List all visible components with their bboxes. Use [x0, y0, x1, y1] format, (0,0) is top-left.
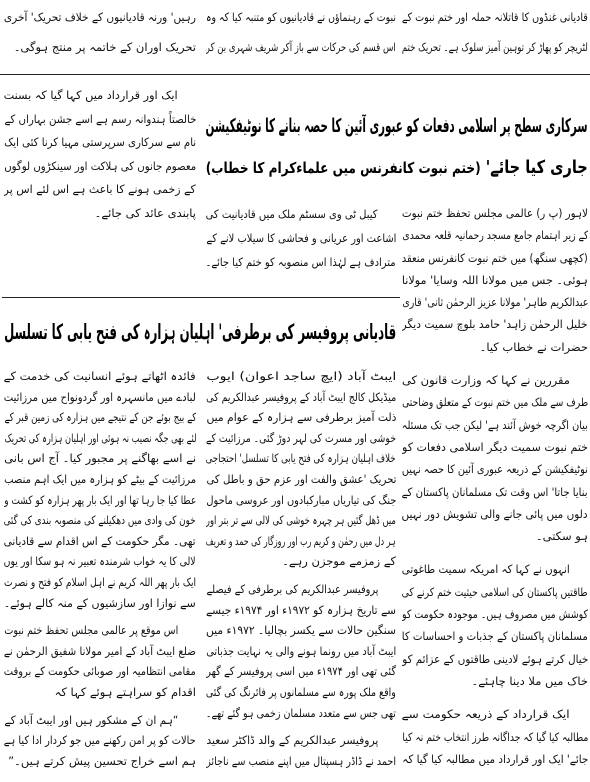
- text-line-content: جنگ کی تیاریاں مبارکبادوں اور عروسی ماحول: [206, 492, 396, 507]
- text-line-content: مسلمانان پاکستان کے جذبات و احساسات کا: [402, 629, 588, 644]
- text-line: [4, 84, 196, 108]
- story2-column-left: [4, 366, 196, 771]
- text-line: [4, 2, 196, 32]
- text-line: [4, 428, 196, 449]
- text-line-content: ضلع ایبٹ آباد کے امیر مولانا شفیق الرحمٰن نے: [4, 643, 196, 658]
- text-line-content: خلاف اہلیان ہزارہ کی فتح یابی کا تسلسل' احتجاجی: [206, 451, 396, 466]
- text-line-content: ہر دل میں رحمٰن و کریم رب اور روزگار کی حمد و تعریف: [206, 533, 396, 548]
- story1-column-middle: [206, 202, 396, 274]
- text-line: [4, 202, 196, 226]
- text-line: [402, 32, 588, 62]
- text-line-content: میڈیکل کالج ایبٹ آباد کے پروفیسر عبدالکریم کی: [206, 389, 396, 404]
- text-line: [206, 600, 396, 621]
- text-line: [402, 224, 588, 246]
- headline-text: قادیانی پروفیسر کی برطرفی' اہلیان ہزارہ کی فتح یابی کا تسلسل: [4, 320, 396, 344]
- text-line: [4, 155, 196, 179]
- text-line: [206, 469, 396, 490]
- text-line: [206, 366, 396, 387]
- text-line-content: فائدہ اٹھاتے ہوئے انسانیت کی خدمت کے: [4, 369, 196, 383]
- text-line: [402, 458, 588, 480]
- text-line-content: کیبل ٹی وی سسٹم ملک میں قادیانیت کی: [206, 207, 378, 221]
- text-line: [402, 414, 588, 436]
- text-line: [4, 510, 196, 531]
- text-line-content: سے نوازا اور سازشیوں کے منہ کالے ہوئے۔: [4, 595, 196, 610]
- paragraph: [402, 703, 588, 770]
- text-line-content: لاہور (پ ر) عالمی مجلس تحفظ ختم نبوت: [402, 206, 588, 220]
- text-line-content: ذلت آمیز برطرفی سے ہزارہ کے عوام میں: [206, 410, 396, 425]
- text-line-content: طاقتیں پاکستان کی اسلامی حیثیت ختم کرنے کی: [402, 584, 588, 599]
- story1-column-left: [4, 84, 196, 225]
- text-line-content: مقامی انتظامیہ اور صوبائی حکومت کے بروقت: [4, 664, 196, 679]
- paragraph: [402, 369, 588, 547]
- text-line: [402, 703, 588, 725]
- text-line: [4, 751, 196, 772]
- text-line: [206, 2, 396, 32]
- text-line-content: دلوں میں پائی جانے والی تشویش دور نہیں: [402, 506, 588, 521]
- text-line: [206, 531, 396, 552]
- text-line-content: بیان اگرچہ خوش آئند ہے' لیکن جب تک مسئلہ: [402, 417, 588, 432]
- text-line: [402, 247, 588, 269]
- text-line-content: پابندی عائد کی جائے۔: [94, 205, 196, 220]
- text-line-content: کے زخمی ہونے کا باعث ہے اس لئے اس پر: [4, 182, 196, 196]
- text-line: [206, 751, 396, 772]
- text-line: [206, 448, 396, 469]
- text-line: [402, 2, 588, 32]
- text-line-content: میں ڈھل گئیں ہر چہرہ خوشی کی لالی سے تر بتر اور: [206, 513, 396, 528]
- text-line-content: کے زمزمے موجزن رہے۔: [282, 554, 396, 569]
- paragraph: [402, 202, 588, 358]
- text-line: [402, 748, 588, 770]
- headline-text-main: جاری کیا جائے': [485, 157, 588, 178]
- text-line-content: ایبٹ آباد (ایچ ساجد اعوان) ایوب: [206, 369, 396, 383]
- text-line-content: حضرات نے خطاب کیا۔: [479, 339, 588, 354]
- text-line: [402, 369, 588, 391]
- text-line: [206, 730, 396, 751]
- text-line: [402, 603, 588, 625]
- text-line: [206, 579, 396, 600]
- text-line: [4, 131, 196, 155]
- text-line-content: اس موقع پر عالمی مجلس تحفظ ختم نبوت: [4, 623, 178, 638]
- text-line-content: لئے بھی جگہ نصیب نہ ہوئی اور اہلیان ہزارہ کی تحریک: [4, 430, 196, 445]
- text-line-content: معصوم جانوں کی ہلاکت اور سینکڑوں لوگوں: [4, 158, 196, 173]
- text-line-content: گئی تھی اور ۱۹۷۴ء میں اسی پروفیسر کے گھر: [206, 664, 396, 679]
- paragraph: [206, 366, 396, 572]
- text-line-content: لبادے میں مانسہرہ اور گردونواح میں مرزائیت: [4, 389, 196, 404]
- text-line: [206, 407, 396, 428]
- text-line: [206, 250, 396, 274]
- text-line-content: مطالبہ کیا گیا کہ جداگانہ طرز انتخاب ختم نہ کیا: [402, 729, 588, 744]
- text-line-content: کے زیر اہتمام جامع مسجد رحمانیہ قلعہ محمدی: [402, 228, 588, 243]
- text-line: [402, 525, 588, 547]
- text-line: [4, 469, 196, 490]
- text-line-content: لٹریچر کو پھاڑ کر توہین آمیز سلوک ہے۔ تحریک ختم: [402, 40, 588, 54]
- text-line: [206, 490, 396, 511]
- text-line: [4, 620, 196, 641]
- text-line-content: نام سے سرکاری سرپرستی مہیا کرنا کئی ایک: [4, 135, 196, 149]
- story2-column-middle: [206, 366, 396, 771]
- story1-column-right: [402, 202, 588, 770]
- paragraph: [4, 84, 196, 225]
- story2-divider-rule: [2, 297, 400, 298]
- text-line-content: ختم نبوت سمیت دیگر اسلامی دفعات کو: [402, 439, 588, 454]
- text-line: [402, 391, 588, 413]
- text-line: [402, 726, 588, 748]
- text-line: [402, 581, 588, 603]
- paragraph: [206, 579, 396, 723]
- story2-headline: [4, 308, 396, 356]
- text-line-content: “ہم ان کے مشکور ہیں اور ایبٹ آباد کے: [4, 712, 178, 727]
- top-divider-rule: [0, 74, 590, 75]
- text-line-content: پروفیسر عبدالکریم کے والد ڈاکٹر سعید: [206, 733, 378, 748]
- paragraph: [402, 2, 588, 62]
- text-line-content: جائے' ایک اور قرارداد میں مطالبہ کیا گیا کہ: [402, 751, 588, 766]
- text-line: [206, 620, 396, 641]
- text-line-content: سنگین حالات سے یکسر بچالیا۔ ۱۹۷۲ء میں: [206, 623, 396, 638]
- text-line-content: ایک اور قرارداد میں کہا گیا کہ بسنت: [4, 88, 178, 102]
- headline-subtitle: (ختم نبوت کانفرنس میں علماءکرام کا خطاب): [206, 159, 481, 177]
- text-line: [206, 682, 396, 703]
- text-line-content: تھی جس سے متعدد مسلمان زخمی ہو گئے تھے۔: [206, 705, 396, 720]
- text-line-content: انہوں نے کہا کہ امریکہ سمیت طاغوتی: [402, 562, 570, 577]
- text-line-content: ہوئی۔ جس میں مولانا اللہ وسایا' مولانا: [402, 272, 588, 287]
- paragraph: [206, 202, 396, 274]
- text-line: [4, 661, 196, 682]
- text-line: [4, 108, 196, 132]
- text-line-content: نے اسے بھاگنے پر مجبور کیا۔ آج اس بانی: [4, 451, 196, 466]
- text-line: [206, 551, 396, 572]
- text-line: [402, 269, 588, 291]
- text-line-content: کوشش میں مصروف ہیں۔ موجودہ حکومت کو: [402, 607, 588, 622]
- text-line-content: لالی کا یہ خواب شرمندہ تعبیر نہ ہو سکا اور یوں: [4, 554, 196, 569]
- text-line-content: اس قسم کی حرکات سے باز آکر شریف شہری بن کر: [206, 40, 396, 54]
- text-line-content: مرزائیت کے بیٹے کو ہزارہ میں ایک اہم منصب: [4, 471, 196, 486]
- text-line-content: تحریک اوران کے خاتمہ پر منتج ہوگی۔: [13, 40, 196, 54]
- text-line: [4, 551, 196, 572]
- text-line-content: بنایا جاتا' اس وقت تک مسلمانان پاکستان کے: [402, 484, 588, 499]
- text-line-content: کے بیج بوئے جن کے نتیجے میں ہزارہ کی زمین قبر کے: [4, 410, 196, 425]
- text-line: [206, 202, 396, 226]
- text-line-content: ہم اسے خراج تحسین پیش کرتے ہیں۔”: [8, 753, 196, 768]
- text-line: [206, 510, 396, 531]
- paragraph: [4, 710, 196, 772]
- text-line-content: طرف سے ملک میں ختم نبوت کے متعلق وضاحتی: [402, 395, 588, 410]
- text-line-content: خون کی وادی میں دھکیلنے کی منصوبہ بندی کی گئی: [4, 513, 196, 528]
- text-line: [4, 682, 196, 703]
- text-line: [4, 730, 196, 751]
- text-line: [206, 32, 396, 62]
- text-line: [402, 625, 588, 647]
- headline-line: [4, 308, 396, 356]
- text-line: [4, 593, 196, 614]
- text-line-content: حالات کو پر امن رکھنے میں جو کردار ادا کیا ہے: [4, 733, 196, 748]
- text-line-content: ہو سکتی۔: [535, 529, 588, 544]
- text-line-content: رہیں' ورنہ قادیانیوں کے خلاف تحریک' آخری: [4, 10, 196, 24]
- text-line: [206, 641, 396, 662]
- text-line-content: تحریک 'عشق والفت اور عزم حق و باطل کی: [206, 471, 396, 486]
- text-line: [4, 407, 196, 428]
- text-line: [206, 661, 396, 682]
- text-line: [206, 703, 396, 724]
- top-strip-column-left: [4, 2, 196, 62]
- text-line: [402, 481, 588, 503]
- text-line: [402, 313, 588, 335]
- text-line: [4, 490, 196, 511]
- text-line-content: ایک بار پھر اللہ کریم نے اہل اسلام کو فتح و نصرت: [4, 574, 196, 589]
- text-line-content: نبوت کے رہنماؤں نے قادیانیوں کو متنبہ کیا کہ وہ: [206, 10, 396, 24]
- text-line-content: پروفیسر عبدالکریم کی برطرفی کے فیصلے: [206, 581, 378, 596]
- text-line: [206, 428, 396, 449]
- text-line-content: نوٹیفکیشن کے ذریعہ عبوری آئین کا حصہ نہیں: [402, 462, 588, 477]
- text-line-content: خلیل الرحمٰن زاہد' حامد بلوچ سمیت دیگر: [402, 317, 588, 332]
- top-strip-column-middle: [206, 2, 396, 62]
- text-line: [206, 226, 396, 250]
- headline-line: [206, 148, 588, 188]
- text-line-content: خیال کرتے ہوئے لادینی طاقتوں کے عزائم کو: [402, 651, 588, 666]
- text-line: [402, 503, 588, 525]
- text-line: [402, 670, 588, 692]
- text-line-content: خالصتاً ہندوانہ رسم ہے اسے جشن بہاراں کے: [4, 111, 196, 126]
- top-strip-column-right: [402, 2, 588, 62]
- text-line: [4, 641, 196, 662]
- text-line: [402, 436, 588, 458]
- text-line-content: ایک قرارداد کے ذریعہ حکومت سے: [402, 707, 570, 722]
- text-line: [4, 366, 196, 387]
- text-line: [4, 710, 196, 731]
- text-line: [402, 291, 588, 313]
- text-line-content: عطا کیا جا رہا تھا اور ایک بار پھر ہزارہ کو کشت و: [4, 492, 196, 507]
- text-line: [402, 558, 588, 580]
- text-line-content: عبدالکریم طاہر' مولانا عزیز الرحمٰن ثانی' قاری: [402, 295, 588, 310]
- text-line-content: تھی۔ مگر حکومت کے اس اقدام سے قادیانی: [4, 533, 196, 548]
- text-line-content: قادیانی غنڈوں کا قاتلانہ حملہ اور ختم نبوت کے: [402, 10, 588, 24]
- paragraph: [4, 366, 196, 613]
- text-line: [206, 387, 396, 408]
- story1-headline: [206, 104, 588, 188]
- paragraph: [4, 620, 196, 702]
- text-line-content: (کچھی سنگھ) میں ختم نبوت کانفرنس منعقد: [402, 250, 588, 265]
- headline-text: [206, 148, 588, 188]
- text-line-content: واقع ملک پورہ سے مسلمانوں پر فائرنگ کی گئی: [206, 684, 396, 699]
- text-line: [4, 572, 196, 593]
- text-line: [4, 448, 196, 469]
- text-line-content: مقررین نے کہا کہ وزارت قانون کی: [402, 373, 570, 388]
- text-line: [402, 648, 588, 670]
- text-line: [402, 202, 588, 224]
- text-line: [4, 531, 196, 552]
- paragraph: [4, 2, 196, 62]
- headline-text: سرکاری سطح پر اسلامی دفعات کو عبوری آئین کا حصہ بنانے کا نوٹیفکیشن: [206, 115, 588, 137]
- paragraph: [206, 730, 396, 771]
- paragraph: [402, 558, 588, 692]
- text-line-content: مترادف ہے لہٰذا اس منصوبہ کو ختم کیا جائے۔: [206, 255, 396, 269]
- text-line: [4, 387, 196, 408]
- paragraph: [206, 2, 396, 62]
- headline-line: [206, 104, 588, 148]
- text-line-content: سے تاریخ ہزارہ کو ۱۹۷۲ء اور ۱۹۷۴ء جیسے: [206, 602, 396, 617]
- text-line-content: احمد نے ڈاڈر ہسپتال میں اپنے منصب سے ناجائز: [206, 753, 396, 768]
- text-line-content: اقدام کو سراہتے ہوئے کہا کہ: [54, 684, 196, 699]
- text-line-content: ایبٹ آباد میں رونما ہونے والی یہ نہایت جذباتی: [206, 643, 396, 658]
- text-line-content: خوشی اور مسرت کی لہر دوڑ گئی۔ مرزائیت کے: [206, 430, 396, 445]
- text-line-content: خاک میں ملا دینا چاہئے۔: [471, 673, 588, 688]
- text-line: [4, 32, 196, 62]
- text-line-content: اشاعت اور عریانی و فحاشی کا سیلاب لانے کے: [206, 231, 396, 245]
- text-line: [402, 336, 588, 358]
- text-line: [4, 178, 196, 202]
